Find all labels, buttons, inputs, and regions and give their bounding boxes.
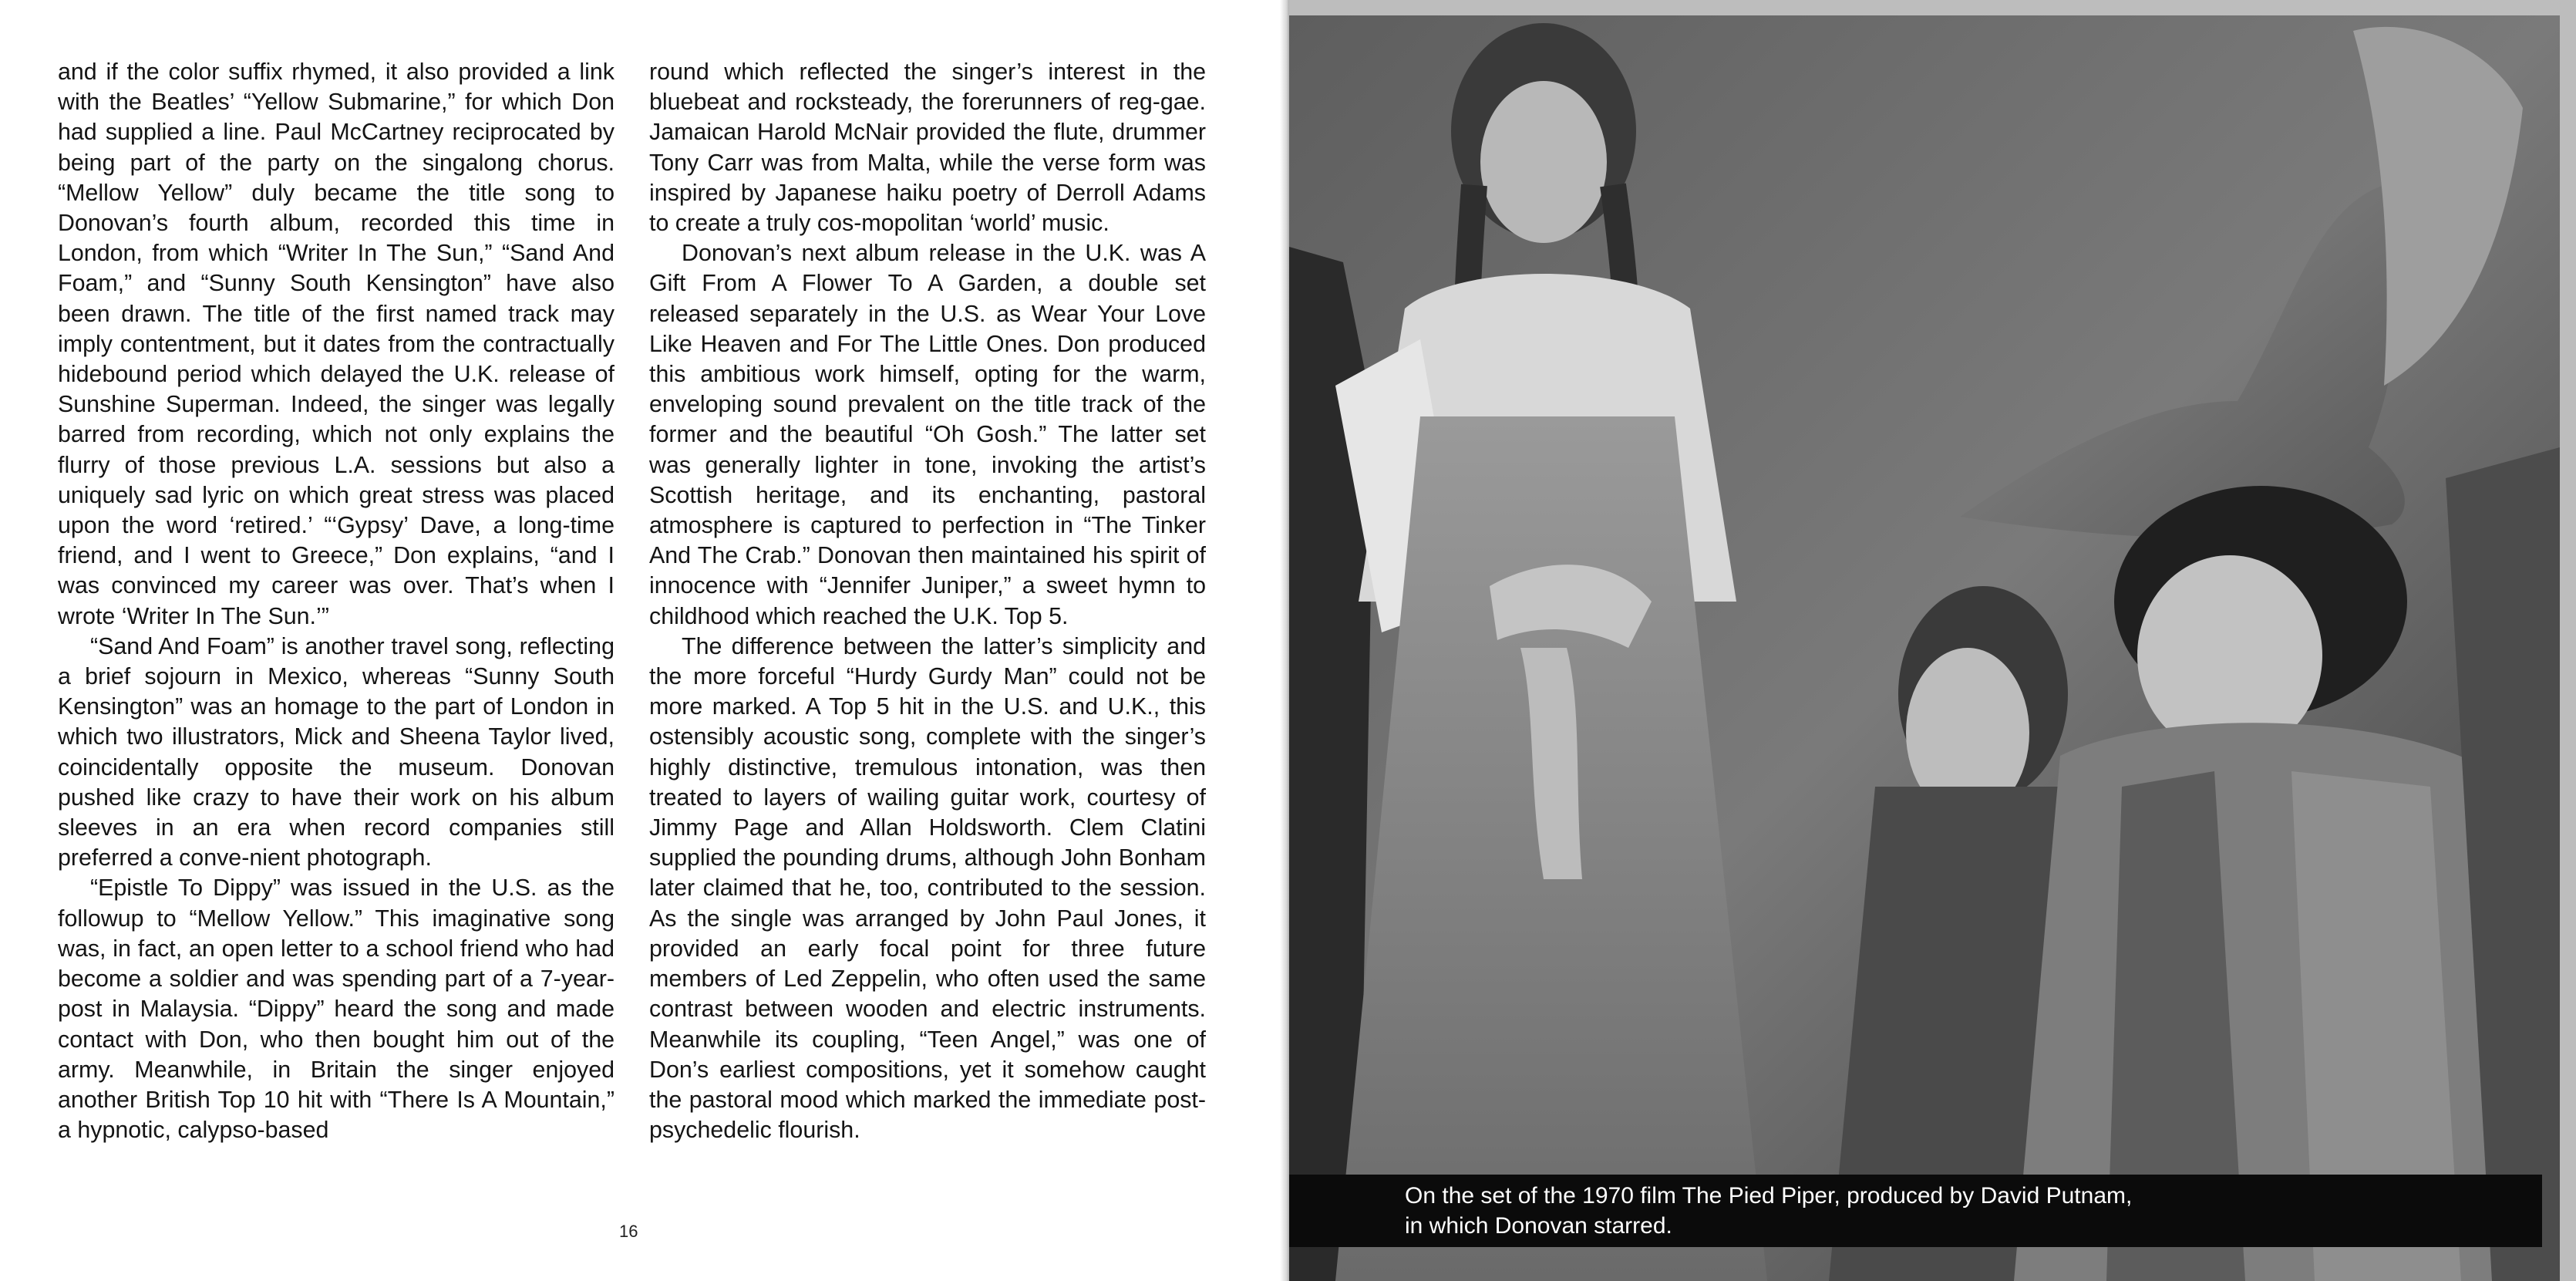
paragraph: Donovan’s next album release in the U.K. was A Gift From A Flower To A Garden, a double set released separately in the U.S. as Wear Your Love Like Heaven and For The Little Ones. Don produced this ambitious work himself, opting for the warm, enveloping sound prevalent on the title track of the former and the beautiful “Oh Gosh.” The latter set was generally lighter in tone, invoking the artist’s Scottish heritage, and its enchanting, pastoral atmosphere is captured to perfection in “The Tinker And The Crab.” Donovan then maintained his spirit of innocence with “Jennifer Juniper,” a sweet hymn to childhood which reached the U.K. Top 5. <box>649 240 1206 629</box>
paragraph: “Sand And Foam” is another travel song, reflecting a brief sojourn in Mexico, whereas “Sunny South Kensington” was an homage to the part of London in which two illustrators, Mick and Sheena Taylor lived, coincidentally opposite the museum. Donovan pushed like crazy to have their work on his album sleeves in an era when record companies still preferred a conve-nient photograph. <box>58 632 615 871</box>
photo <box>1289 15 2560 1281</box>
text-column-2 <box>649 57 1206 1145</box>
paragraph: round which reflected the singer’s interest in the bluebeat and rocksteady, the forerunners of reg-gae. Jamaican Harold McNair provided the flute, drummer Tony Carr was from Malta, while the verse form was inspired by Japanese haiku poetry of Derroll Adams to create a truly cos-mopolitan ‘world’ music. <box>649 59 1206 237</box>
caption-line-2: in which Donovan starred. <box>1405 1213 1672 1239</box>
text-column-1 <box>58 57 615 1145</box>
caption-text <box>1405 1181 2132 1241</box>
photo-caption <box>1289 1175 2542 1247</box>
page-number: 16 <box>619 1222 638 1241</box>
paragraph: “Epistle To Dippy” was issued in the U.S. as the followup to “Mellow Yellow.” This imaginative song was, in fact, an open letter to a school friend who had become a soldier and was spending part of a 7-year-post in Malaysia. “Dippy” heard the song and made contact with Don, who then bought him out of the army. Meanwhile, in Britain the singer enjoyed another British Top 10 hit with “There Is A Mountain,” a hypnotic, calypso-based <box>58 875 615 1144</box>
paragraph: and if the color suffix rhymed, it also provided a link with the Beatles’ “Yellow Submarine,” for which Don had supplied a line. Paul McCartney reciprocated by being part of the party on the singalong chorus. “Mellow Yellow” duly became the title song to Donovan’s fourth album, recorded this time in London, from which “Writer In The Sun,” “Sand And Foam,” and “Sunny South Kensington” have also been drawn. The title of the first named track may imply contentment, but it dates from the contractually hidebound period which delayed the U.K. release of Sunshine Superman. Indeed, the singer was legally barred from recording, which not only explains the flurry of those previous L.A. sessions but also a uniquely sad lyric on which great stress was placed upon the word ‘retired.’ “‘Gypsy’ Dave, a long-time friend, and I went to Greece,” Don explains, “and I was convinced my career was over. That’s when I wrote ‘Writer In The Sun.’” <box>58 59 615 629</box>
right-page <box>1289 0 2576 1281</box>
black-and-white-photo-icon <box>1289 15 2560 1281</box>
caption-line-1: On the set of the 1970 film The Pied Piper, produced by David Putnam, <box>1405 1183 2133 1209</box>
paragraph: The difference between the latter’s simplicity and the more forceful “Hurdy Gurdy Man” could not be more marked. A Top 5 hit in the U.S. and U.K., this ostensibly acoustic song, complete with the singer’s highly distinctive, tremulous intonation, was then treated to layers of wailing guitar work, courtesy of Jimmy Page and Allan Holdsworth. Clem Clatini supplied the pounding drums, although John Bonham later claimed that he, too, contributed to the session. As the single was arranged by John Paul Jones, it provided an early focal point for three future members of Led Zeppelin, who often used the same contrast between wooden and electric instruments. Meanwhile its coupling, “Teen Angel,” was one of Don’s earliest compositions, yet it somehow caught the pastoral mood which marked the immediate post-psychedelic flourish. <box>649 632 1206 1144</box>
